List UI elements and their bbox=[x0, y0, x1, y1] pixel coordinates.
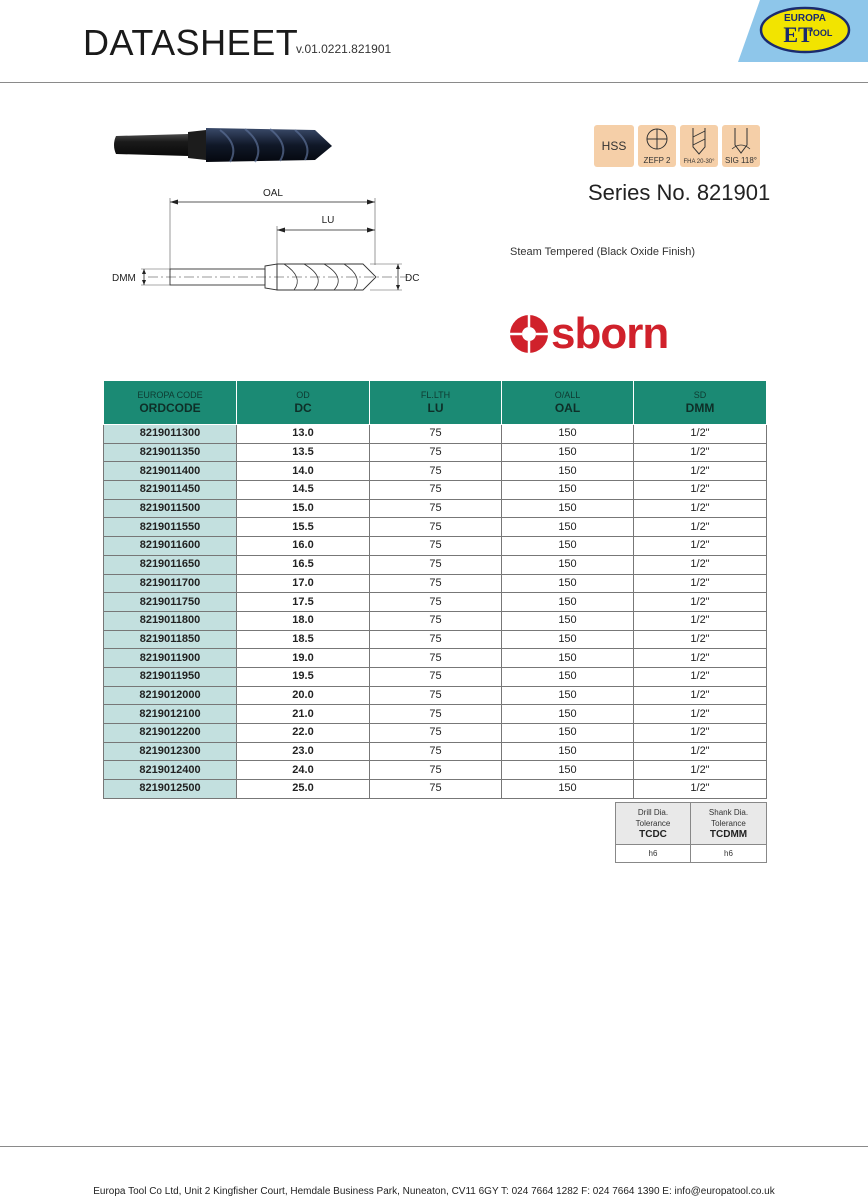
lu-cell: 75 bbox=[370, 518, 502, 537]
lu-cell: 75 bbox=[370, 537, 502, 556]
oal-cell: 150 bbox=[502, 630, 634, 649]
col-header-ordcode: EUROPA CODE ORDCODE bbox=[104, 381, 237, 425]
ordcode-cell: 8219011550 bbox=[104, 518, 237, 537]
table-body bbox=[104, 425, 767, 799]
dc-cell: 20.0 bbox=[237, 686, 370, 705]
col-header-oal: O/ALL OAL bbox=[502, 381, 634, 425]
dmm-cell: 1/2" bbox=[634, 499, 767, 518]
product-table bbox=[103, 380, 767, 799]
ordcode-cell: 8219011950 bbox=[104, 667, 237, 686]
col-header-lu: FL.LTH LU bbox=[370, 381, 502, 425]
oal-cell: 150 bbox=[502, 593, 634, 612]
ordcode-cell: 8219011500 bbox=[104, 499, 237, 518]
oal-cell: 150 bbox=[502, 481, 634, 500]
col-header-tcdmm: Shank Dia. Tolerance TCDMM bbox=[691, 803, 767, 845]
version-number: v.01.0221.821901 bbox=[296, 42, 392, 56]
dc-cell: 16.0 bbox=[237, 537, 370, 556]
drill-photo bbox=[110, 120, 340, 175]
oal-cell: 150 bbox=[502, 518, 634, 537]
ordcode-cell: 8219012500 bbox=[104, 780, 237, 799]
table-row bbox=[104, 425, 767, 444]
oal-cell: 150 bbox=[502, 742, 634, 761]
dmm-label: DMM bbox=[112, 273, 136, 284]
sig-label: SIG 118° bbox=[725, 156, 757, 165]
ordcode-cell: 8219011300 bbox=[104, 425, 237, 444]
series-number: Series No. 821901 bbox=[588, 180, 771, 205]
zefp-icon bbox=[638, 125, 676, 167]
dmm-cell: 1/2" bbox=[634, 667, 767, 686]
lu-cell: 75 bbox=[370, 649, 502, 668]
oal-cell: 150 bbox=[502, 686, 634, 705]
lu-cell: 75 bbox=[370, 425, 502, 444]
ordcode-cell: 8219012300 bbox=[104, 742, 237, 761]
col-header-dc: OD DC bbox=[237, 381, 370, 425]
lu-cell: 75 bbox=[370, 686, 502, 705]
col-header-tcdc: Drill Dia. Tolerance TCDC bbox=[616, 803, 691, 845]
ordcode-cell: 8219011450 bbox=[104, 481, 237, 500]
table-row bbox=[104, 705, 767, 724]
table-row bbox=[104, 761, 767, 780]
europa-tool-logo bbox=[738, 0, 868, 62]
dc-cell: 13.0 bbox=[237, 425, 370, 444]
table-row bbox=[104, 574, 767, 593]
dc-cell: 18.0 bbox=[237, 611, 370, 630]
ordcode-cell: 8219011750 bbox=[104, 593, 237, 612]
dmm-cell: 1/2" bbox=[634, 481, 767, 500]
dmm-cell: 1/2" bbox=[634, 462, 767, 481]
table-row bbox=[104, 649, 767, 668]
fha-label: FHA 20-30° bbox=[683, 159, 715, 165]
oal-cell: 150 bbox=[502, 667, 634, 686]
table-row bbox=[104, 630, 767, 649]
oal-cell: 150 bbox=[502, 462, 634, 481]
dmm-cell: 1/2" bbox=[634, 537, 767, 556]
osborn-emblem-icon bbox=[508, 313, 550, 355]
table-header-row bbox=[104, 381, 767, 425]
tcdmm-value: h6 bbox=[691, 845, 767, 863]
lu-cell: 75 bbox=[370, 462, 502, 481]
table-row bbox=[104, 537, 767, 556]
lu-cell: 75 bbox=[370, 724, 502, 743]
dmm-cell: 1/2" bbox=[634, 724, 767, 743]
dmm-cell: 1/2" bbox=[634, 630, 767, 649]
table-row bbox=[104, 611, 767, 630]
fha-icon bbox=[680, 125, 718, 167]
oal-label: OAL bbox=[262, 188, 284, 199]
dmm-cell: 1/2" bbox=[634, 761, 767, 780]
dc-cell: 19.0 bbox=[237, 649, 370, 668]
dc-cell: 21.0 bbox=[237, 705, 370, 724]
logo-bottom-word: TOOL bbox=[807, 28, 833, 38]
ordcode-cell: 8219011650 bbox=[104, 555, 237, 574]
dc-cell: 25.0 bbox=[237, 780, 370, 799]
lu-cell: 75 bbox=[370, 611, 502, 630]
dmm-cell: 1/2" bbox=[634, 611, 767, 630]
dimension-diagram bbox=[108, 180, 438, 315]
header-divider bbox=[0, 82, 868, 83]
oal-cell: 150 bbox=[502, 555, 634, 574]
dmm-cell: 1/2" bbox=[634, 742, 767, 761]
ordcode-cell: 8219011800 bbox=[104, 611, 237, 630]
tolerance-table bbox=[615, 802, 767, 863]
sig-icon bbox=[722, 125, 760, 167]
table-row bbox=[104, 499, 767, 518]
oal-cell: 150 bbox=[502, 443, 634, 462]
dc-cell: 13.5 bbox=[237, 443, 370, 462]
dc-cell: 22.0 bbox=[237, 724, 370, 743]
table-row bbox=[104, 593, 767, 612]
tolerance-row bbox=[616, 845, 767, 863]
dc-cell: 17.0 bbox=[237, 574, 370, 593]
dmm-cell: 1/2" bbox=[634, 518, 767, 537]
ordcode-cell: 8219012100 bbox=[104, 705, 237, 724]
lu-cell: 75 bbox=[370, 499, 502, 518]
oal-cell: 150 bbox=[502, 425, 634, 444]
ordcode-cell: 8219011400 bbox=[104, 462, 237, 481]
dmm-cell: 1/2" bbox=[634, 593, 767, 612]
dc-cell: 16.5 bbox=[237, 555, 370, 574]
lu-cell: 75 bbox=[370, 593, 502, 612]
oal-cell: 150 bbox=[502, 649, 634, 668]
dc-cell: 19.5 bbox=[237, 667, 370, 686]
lu-cell: 75 bbox=[370, 630, 502, 649]
lu-label: LU bbox=[321, 215, 335, 226]
ordcode-cell: 8219011600 bbox=[104, 537, 237, 556]
ordcode-cell: 8219011850 bbox=[104, 630, 237, 649]
tolerance-header-row bbox=[616, 803, 767, 845]
table-row bbox=[104, 443, 767, 462]
ordcode-cell: 8219011350 bbox=[104, 443, 237, 462]
ordcode-cell: 8219012200 bbox=[104, 724, 237, 743]
dc-cell: 18.5 bbox=[237, 630, 370, 649]
finish-description: Steam Tempered (Black Oxide Finish) bbox=[510, 246, 696, 258]
oal-cell: 150 bbox=[502, 724, 634, 743]
oal-cell: 150 bbox=[502, 705, 634, 724]
oal-cell: 150 bbox=[502, 574, 634, 593]
lu-cell: 75 bbox=[370, 481, 502, 500]
page-title: DATASHEET bbox=[83, 22, 299, 63]
ordcode-cell: 8219011900 bbox=[104, 649, 237, 668]
hss-label: HSS bbox=[601, 139, 627, 153]
dc-cell: 17.5 bbox=[237, 593, 370, 612]
hss-icon bbox=[594, 125, 634, 167]
table-row bbox=[104, 742, 767, 761]
table-row bbox=[104, 686, 767, 705]
dc-cell: 14.0 bbox=[237, 462, 370, 481]
footer-divider bbox=[0, 1146, 868, 1147]
table-row bbox=[104, 780, 767, 799]
dc-cell: 15.5 bbox=[237, 518, 370, 537]
osborn-logo bbox=[508, 309, 669, 358]
dc-label: DC bbox=[405, 273, 420, 284]
dmm-cell: 1/2" bbox=[634, 574, 767, 593]
dmm-cell: 1/2" bbox=[634, 705, 767, 724]
col-header-dmm: SD DMM bbox=[634, 381, 767, 425]
lu-cell: 75 bbox=[370, 443, 502, 462]
table-row bbox=[104, 462, 767, 481]
dmm-cell: 1/2" bbox=[634, 649, 767, 668]
dmm-cell: 1/2" bbox=[634, 780, 767, 799]
logo-top-word: EUROPA bbox=[783, 13, 827, 24]
feature-icons bbox=[594, 125, 760, 167]
table-row bbox=[104, 555, 767, 574]
lu-cell: 75 bbox=[370, 742, 502, 761]
logo-letters: ET bbox=[783, 22, 813, 47]
zefp-label: ZEFP 2 bbox=[643, 156, 671, 165]
footer-contact: Europa Tool Co Ltd, Unit 2 Kingfisher Court, Hemdale Business Park, Nuneaton, CV11 6GY T: 024 7664 1282 F: 024 7664 1390 E: info@europatool.co.uk bbox=[93, 1186, 775, 1197]
table-row bbox=[104, 481, 767, 500]
dc-cell: 15.0 bbox=[237, 499, 370, 518]
dmm-cell: 1/2" bbox=[634, 555, 767, 574]
ordcode-cell: 8219012000 bbox=[104, 686, 237, 705]
ordcode-cell: 8219011700 bbox=[104, 574, 237, 593]
dc-cell: 23.0 bbox=[237, 742, 370, 761]
oal-cell: 150 bbox=[502, 780, 634, 799]
dc-cell: 14.5 bbox=[237, 481, 370, 500]
tcdc-value: h6 bbox=[616, 845, 691, 863]
lu-cell: 75 bbox=[370, 705, 502, 724]
lu-cell: 75 bbox=[370, 780, 502, 799]
lu-cell: 75 bbox=[370, 574, 502, 593]
oal-cell: 150 bbox=[502, 761, 634, 780]
oal-cell: 150 bbox=[502, 611, 634, 630]
dmm-cell: 1/2" bbox=[634, 425, 767, 444]
lu-cell: 75 bbox=[370, 667, 502, 686]
table-row bbox=[104, 724, 767, 743]
lu-cell: 75 bbox=[370, 761, 502, 780]
table-row bbox=[104, 667, 767, 686]
dmm-cell: 1/2" bbox=[634, 686, 767, 705]
dmm-cell: 1/2" bbox=[634, 443, 767, 462]
lu-cell: 75 bbox=[370, 555, 502, 574]
table-row bbox=[104, 518, 767, 537]
dc-cell: 24.0 bbox=[237, 761, 370, 780]
osborn-wordmark: sborn bbox=[551, 309, 669, 358]
oal-cell: 150 bbox=[502, 537, 634, 556]
oal-cell: 150 bbox=[502, 499, 634, 518]
ordcode-cell: 8219012400 bbox=[104, 761, 237, 780]
